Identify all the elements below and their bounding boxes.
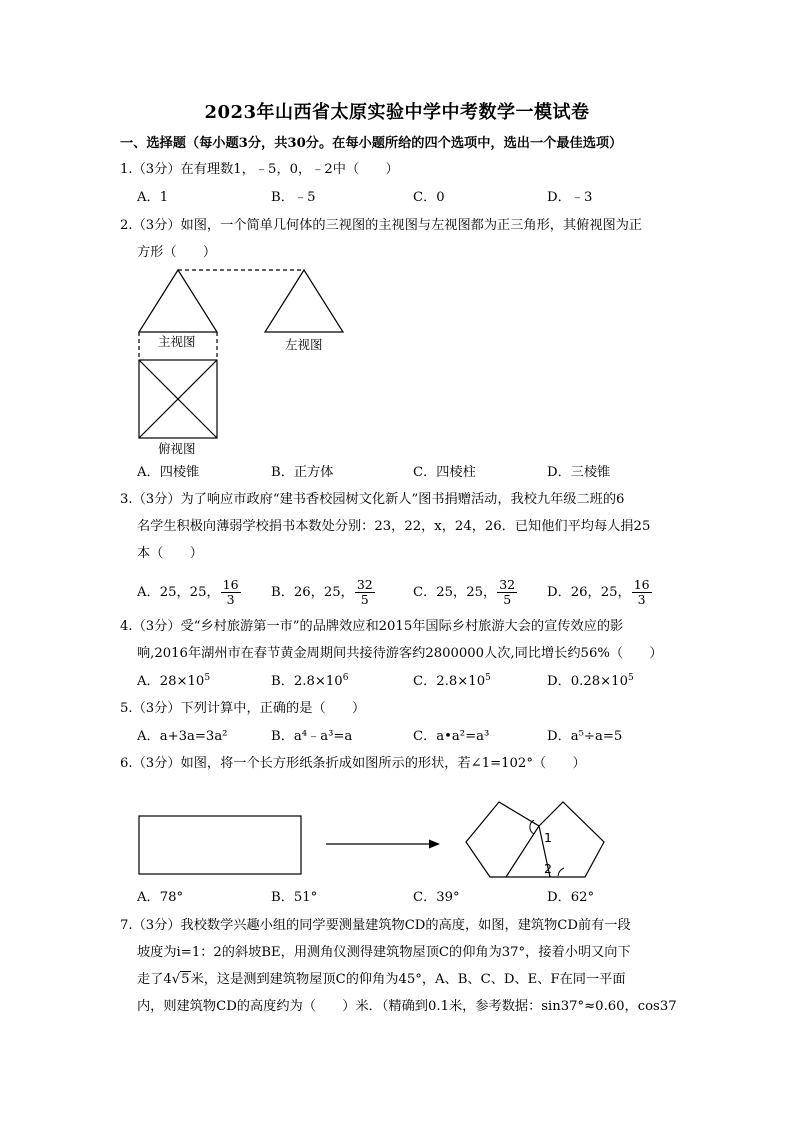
q4-option-b[interactable] <box>271 672 348 692</box>
q7-line3-suffix: 米，这是测到建筑物屋顶C的仰角为45°，A、B、C、D、E、F在同一平面 <box>190 972 626 987</box>
question-1-options <box>137 188 697 208</box>
exponent: 5 <box>204 673 211 683</box>
numerator: 32 <box>356 577 373 592</box>
q6-option-a[interactable]: A．78° <box>137 890 184 905</box>
q2-option-d[interactable]: D．三棱锥 <box>547 465 611 480</box>
question-1-stem: 1.（3分）在有理数1，﹣5，0，﹣2中（ ） <box>120 162 399 177</box>
angle-2-label: 2 <box>544 861 552 876</box>
q6-option-d[interactable]: D．62° <box>547 890 595 905</box>
folded-strip-figure <box>130 800 610 886</box>
question-6-stem: 6.（3分）如图，将一个长方形纸条折成如图所示的形状，若∠1=102°（ ） <box>120 756 586 771</box>
q3-option-b-label: B．26，25， <box>271 585 354 600</box>
arrow-head <box>429 840 440 849</box>
q4-option-b-base: B．2.8×10 <box>271 674 343 689</box>
q4-option-c[interactable] <box>413 672 491 692</box>
q3-option-a-label: A．25，25， <box>137 585 220 600</box>
q3-option-c[interactable] <box>413 578 518 607</box>
q4-option-d-base: D．0.28×10 <box>547 674 628 689</box>
q1-option-c[interactable]: C．0 <box>413 190 445 205</box>
fraction <box>632 578 652 607</box>
question-7-line4: 内，则建筑物CD的高度约为（ ）米．（精确到0.1米，参考数据：sin37°≈0.60，cos37 <box>137 999 677 1014</box>
question-4-options <box>137 672 697 692</box>
page-title: 2023年山西省太原实验中学中考数学一模试卷 <box>204 102 590 123</box>
question-7-line2: 坡度为i=1：2的斜坡BE，用测角仪测得建筑物屋顶C的仰角为37°，接着小明又向下 <box>137 945 631 960</box>
question-2-stem-line2: 方形（ ） <box>137 245 217 260</box>
angle-2-arc <box>558 868 564 876</box>
folded-part-left <box>466 802 539 877</box>
q5-option-a[interactable]: A．a+3a=3a² <box>137 729 228 744</box>
q7-line3-prefix: 走了4 <box>137 972 172 987</box>
q4-option-d[interactable] <box>547 672 634 692</box>
question-6-options <box>137 888 697 908</box>
q3-option-a[interactable] <box>137 578 242 607</box>
q4-option-a-base: A．28×10 <box>137 674 205 689</box>
left-view-triangle <box>265 270 343 332</box>
q3-option-c-label: C．25，25， <box>413 585 497 600</box>
q2-option-a[interactable]: A．四棱锥 <box>137 465 200 480</box>
question-3-stem-line3: 本（ ） <box>137 546 203 561</box>
question-3-stem-line2: 名学生积极向薄弱学校捐书本数处分别：23，22，x，24，26．已知他们平均每人捐25 <box>137 519 651 534</box>
angle-1-label: 1 <box>544 830 552 845</box>
q3-option-d-label: D．26，25， <box>547 585 631 600</box>
q5-option-b[interactable]: B．a⁴﹣a³=a <box>271 729 353 744</box>
q3-option-d[interactable] <box>547 578 653 607</box>
denominator: 3 <box>226 592 235 607</box>
question-2-stem-line1: 2.（3分）如图，一个简单几何体的三视图的主视图与左视图都为正三角形，其俯视图为正 <box>120 218 643 233</box>
question-2-options <box>137 463 697 483</box>
q2-option-c[interactable]: C．四棱柱 <box>413 465 476 480</box>
q4-option-a[interactable] <box>137 672 210 692</box>
top-view-label: 俯视图 <box>158 441 196 456</box>
q1-option-b[interactable]: B．﹣5 <box>271 190 316 205</box>
q5-option-c[interactable]: C．a•a²=a³ <box>413 729 490 744</box>
q6-option-c[interactable]: C．39° <box>413 890 460 905</box>
fraction <box>221 578 241 607</box>
question-3-options <box>137 578 697 614</box>
fraction <box>497 578 517 607</box>
denominator: 5 <box>503 592 512 607</box>
section-heading: 一、选择题（每小题3分，共30分。在每小题所给的四个选项中，选出一个最佳选项） <box>120 136 623 151</box>
q5-option-d[interactable]: D．a⁵÷a=5 <box>547 729 623 744</box>
denominator: 5 <box>360 592 369 607</box>
question-7-line3: 走了4√5米，这是测到建筑物屋顶C的仰角为45°，A、B、C、D、E、F在同一平面 <box>137 972 626 987</box>
question-4-stem-line2: 响,2016年湖州市在春节黄金周期间共接待游客约2800000人次,同比增长约56%（ ） <box>137 646 663 661</box>
numerator: 16 <box>222 577 239 592</box>
question-5-options <box>137 727 697 747</box>
question-4-stem-line1: 4.（3分）受“乡村旅游第一市”的品牌效应和2015年国际乡村旅游大会的宣传效应的影 <box>120 619 624 634</box>
front-view-triangle <box>139 270 217 332</box>
left-view-label: 左视图 <box>285 337 323 352</box>
exponent: 6 <box>342 673 349 683</box>
q1-option-d[interactable]: D．﹣3 <box>547 190 593 205</box>
exponent: 5 <box>485 673 491 683</box>
q3-option-b[interactable] <box>271 578 376 607</box>
q4-option-c-base: C．2.8×10 <box>413 674 486 689</box>
q2-option-b[interactable]: B．正方体 <box>271 465 334 480</box>
question-5-stem: 5.（3分）下列计算中，正确的是（ ） <box>120 701 366 716</box>
fraction <box>355 578 375 607</box>
question-7-line1: 7.（3分）我校数学兴趣小组的同学要测量建筑物CD的高度，如图，建筑物CD前有一段 <box>120 918 631 933</box>
numerator: 32 <box>499 577 516 592</box>
q1-option-a[interactable]: A．1 <box>137 190 169 205</box>
question-3-stem-line1: 3.（3分）为了响应市政府“建书香校园树文化新人”图书捐赠活动，我校九年级二班的6 <box>120 492 625 507</box>
radicand: 5 <box>181 972 190 987</box>
q6-option-b[interactable]: B．51° <box>271 890 318 905</box>
rectangle-strip <box>139 816 301 874</box>
three-views-figure <box>130 264 350 460</box>
front-view-label: 主视图 <box>158 334 196 349</box>
exponent: 5 <box>627 673 634 683</box>
denominator: 3 <box>637 592 646 607</box>
numerator: 16 <box>633 577 650 592</box>
